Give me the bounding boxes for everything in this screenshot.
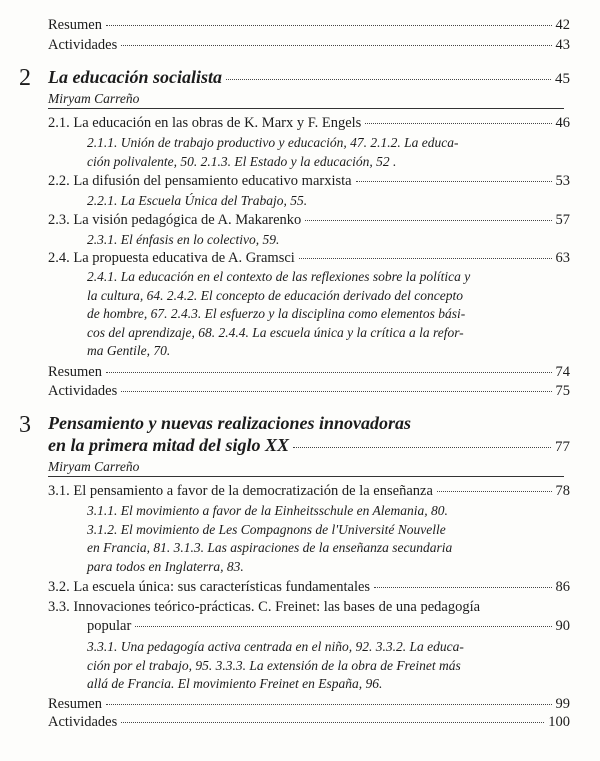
entry-page: 42 <box>555 17 570 33</box>
chapter-title-text: en la primera mitad del siglo XX <box>48 435 290 455</box>
toc-entry-resumen[interactable] <box>48 17 570 34</box>
section-page: 53 <box>555 173 570 189</box>
toc-section-2-1[interactable] <box>48 115 570 132</box>
dot-leader <box>437 491 552 492</box>
entry-label: Resumen <box>48 364 102 380</box>
subsection-line: ción polivalente, 50. 2.1.3. El Estado y la educación, 52 . <box>87 153 397 169</box>
subsection-list <box>87 134 550 171</box>
entry-page: 99 <box>555 696 570 712</box>
subsection-line: en Francia, 81. 3.1.3. Las aspiraciones de la enseñanza secundaria <box>87 540 453 555</box>
toc-section-3-3-line1: 3.3. Innovaciones teórico-prácticas. C. Freinet: las bases de una pedagogía <box>48 599 481 615</box>
dot-leader <box>121 722 544 723</box>
toc-entry-resumen-3[interactable] <box>48 696 570 713</box>
dot-leader <box>121 45 551 46</box>
chapter-title-3-line1: Pensamiento y nuevas realizaciones innovadoras <box>48 413 412 433</box>
chapter-title-2[interactable] <box>48 66 570 90</box>
subsection-list <box>87 268 550 361</box>
toc-section-2-3[interactable] <box>48 212 570 229</box>
subsection-line: la cultura, 64. 2.4.2. El concepto de educación derivado del concepto <box>87 287 464 303</box>
subsection-list <box>87 231 550 250</box>
chapter-author: Miryam Carreño <box>48 459 140 474</box>
chapter-number: 2 <box>19 65 31 91</box>
section-page: 46 <box>555 115 570 131</box>
entry-label: Actividades <box>48 714 118 730</box>
toc-entry-actividades-2[interactable] <box>48 383 570 400</box>
chapter-title-3[interactable] <box>48 434 570 458</box>
toc-section-3-1[interactable] <box>48 483 570 500</box>
subsection-line: 2.1.1. Unión de trabajo productivo y educación, 47. 2.1.2. La educa- <box>87 135 459 150</box>
subsection-line: para todos en Inglaterra, 83. <box>87 558 244 574</box>
dot-leader <box>374 587 551 588</box>
dot-leader <box>106 704 552 705</box>
section-page: 57 <box>555 212 570 228</box>
chapter-number: 3 <box>19 412 31 438</box>
section-label: 2.1. La educación en las obras de K. Marx y F. Engels <box>48 115 362 131</box>
divider <box>48 476 564 477</box>
subsection-line: 2.3.1. El énfasis en lo colectivo, 59. <box>87 232 280 247</box>
chapter-author: Miryam Carreño <box>48 91 140 106</box>
entry-label: Resumen <box>48 17 102 33</box>
toc-section-2-2[interactable] <box>48 173 570 190</box>
subsection-line: de hombre, 67. 2.4.3. El esfuerzo y la disciplina como elementos bási- <box>87 306 466 321</box>
section-page: 63 <box>555 250 570 266</box>
entry-page: 43 <box>555 37 570 53</box>
dot-leader <box>121 391 551 392</box>
entry-page: 100 <box>548 714 570 730</box>
subsection-line: 3.1.1. El movimiento a favor de la Einheitsschule en Alemania, 80. <box>87 503 448 518</box>
section-page: 86 <box>555 579 570 595</box>
subsection-line: 2.2.1. La Escuela Única del Trabajo, 55. <box>87 193 308 208</box>
section-page: 78 <box>555 483 570 499</box>
section-label: popular <box>87 618 132 634</box>
entry-label: Actividades <box>48 37 118 53</box>
entry-page: 75 <box>555 383 570 399</box>
dot-leader <box>299 258 552 259</box>
subsection-list <box>87 192 550 211</box>
dot-leader <box>106 25 552 26</box>
section-label: 3.2. La escuela única: sus características fundamentales <box>48 579 371 595</box>
section-label: 2.3. La visión pedagógica de A. Makarenko <box>48 212 302 228</box>
divider <box>48 108 564 109</box>
section-label: 2.2. La difusión del pensamiento educativo marxista <box>48 173 352 189</box>
entry-label: Resumen <box>48 696 102 712</box>
subsection-list <box>87 638 550 694</box>
dot-leader <box>226 79 551 80</box>
toc-entry-actividades-3[interactable] <box>48 714 570 731</box>
entry-page: 74 <box>555 364 570 380</box>
dot-leader <box>356 181 552 182</box>
toc-section-2-4[interactable] <box>48 250 570 267</box>
dot-leader <box>365 123 551 124</box>
chapter-page: 45 <box>555 71 570 87</box>
subsection-list <box>87 502 550 576</box>
toc-entry-actividades[interactable] <box>48 37 570 54</box>
subsection-line: 3.1.2. El movimiento de Les Compagnons de l'Université Nouvelle <box>87 521 446 537</box>
dot-leader <box>293 447 551 448</box>
subsection-line: 2.4.1. La educación en el contexto de las reflexiones sobre la política y <box>87 269 471 284</box>
chapter-title-text: La educación socialista <box>48 67 222 87</box>
subsection-line: ma Gentile, 70. <box>87 343 171 358</box>
subsection-line: ción por el trabajo, 95. 3.3.3. La extensión de la obra de Freinet más <box>87 657 461 673</box>
section-label: 3.1. El pensamiento a favor de la democratización de la enseñanza <box>48 483 433 499</box>
dot-leader <box>106 372 552 373</box>
section-label: 2.4. La propuesta educativa de A. Gramsci <box>48 250 295 266</box>
toc-entry-resumen-2[interactable] <box>48 364 570 381</box>
chapter-page: 77 <box>555 439 570 455</box>
entry-label: Actividades <box>48 383 118 399</box>
subsection-line: allá de Francia. El movimiento Freinet en España, 96. <box>87 676 383 691</box>
toc-section-3-2[interactable] <box>48 579 570 596</box>
subsection-line: cos del aprendizaje, 68. 2.4.4. La escuela única y la crítica a la refor- <box>87 324 464 340</box>
subsection-line: 3.3.1. Una pedagogía activa centrada en el niño, 92. 3.3.2. La educa- <box>87 639 464 654</box>
section-page: 90 <box>555 618 570 634</box>
dot-leader <box>135 626 551 627</box>
toc-section-3-3[interactable] <box>87 618 570 635</box>
dot-leader <box>305 220 551 221</box>
